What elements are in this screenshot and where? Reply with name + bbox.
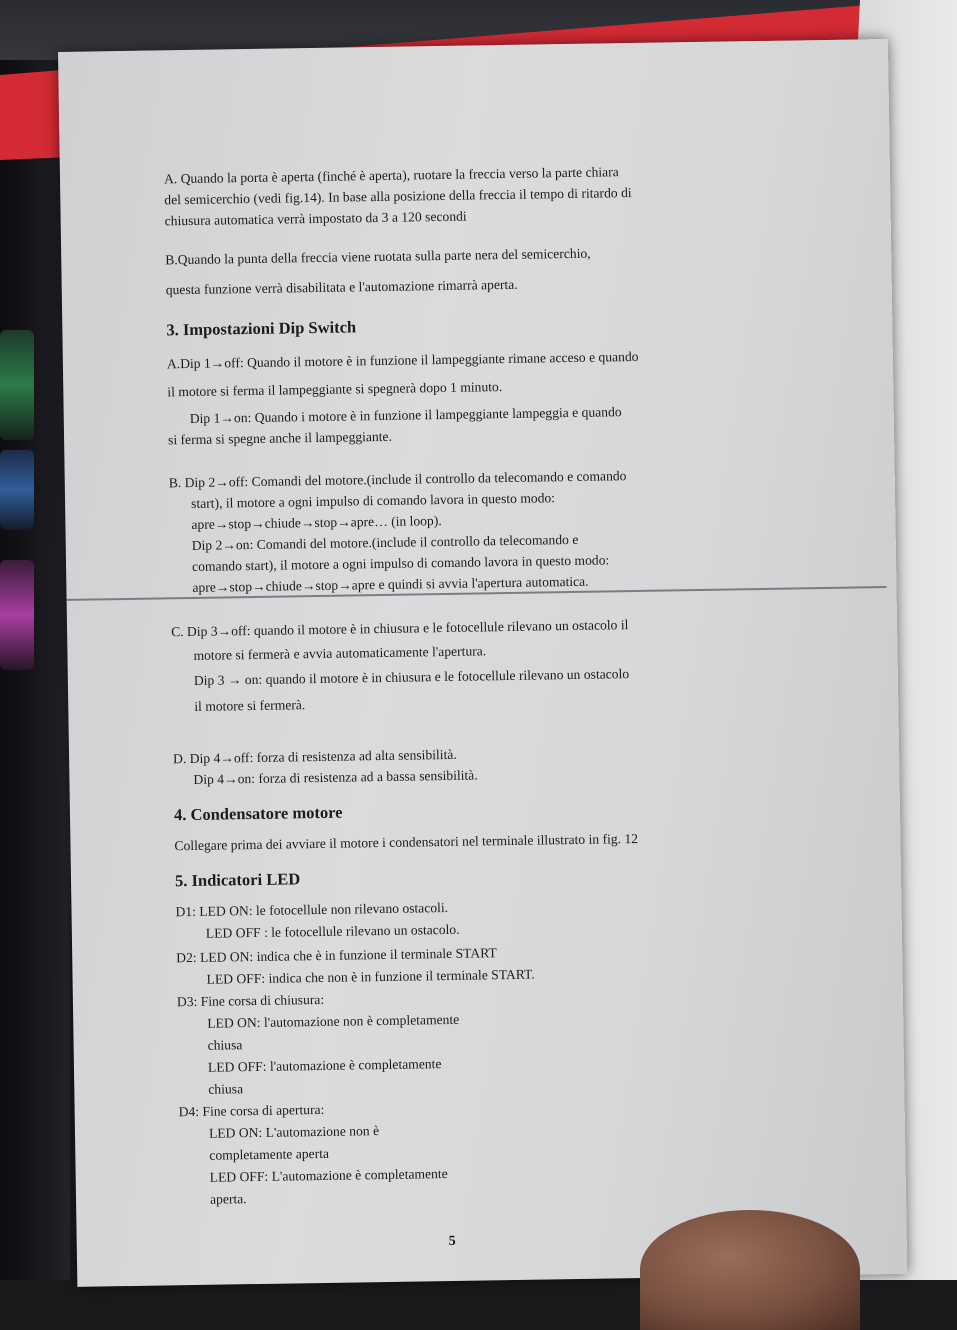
keyboard-glow-pink	[0, 560, 34, 670]
d4-off-2: aperta.	[209, 1191, 247, 1207]
d2-off: LED OFF: indica che non è in funzione il terminale START.	[206, 966, 535, 987]
dip1-on-line2: si ferma si spegne anche il lampeggiante.	[167, 428, 393, 448]
dip3-off-line2: motore si fermerà e avvia automaticamente l'apertura.	[193, 643, 487, 663]
para-a-line1: A. Quando la porta è aperta (finché è aperta), ruotare la freccia verso la parte chiara	[163, 164, 619, 187]
dip2-off-line2: start), il motore a ogni impulso di comando lavora in questo modo:	[190, 490, 556, 511]
d1-off: LED OFF : le fotocellule rilevano un ostacolo.	[205, 921, 460, 941]
d3-title: D3: Fine corsa di chiusura:	[176, 991, 325, 1010]
d2-on: D2: LED ON: indica che è in funzione il terminale START	[176, 945, 497, 966]
document-page	[58, 39, 907, 1287]
dip3-on-line1: Dip 3 → on: quando il motore è in chiusura e le fotocellule rilevano un ostacolo	[193, 666, 630, 688]
para-a	[164, 159, 785, 232]
para-b-line1: B.Quando la punta della freccia viene ruotata sulla parte nera del semicerchio,	[165, 245, 591, 268]
dip2-on-line1: Dip 2→on: Comandi del motore.(include il controllo da telecomando e	[191, 531, 579, 553]
dip1-off-line1: A.Dip 1→off: Quando il motore è in funzione il lampeggiante rimane acceso e quando	[166, 348, 639, 372]
d4-title: D4: Fine corsa di apertura:	[178, 1101, 325, 1120]
dip1-off	[167, 341, 788, 407]
page-number: 5	[448, 1233, 456, 1250]
para-b	[165, 236, 786, 306]
dip2-on-line3: apre→stop→chiude→stop→apre e quindi si avvia l'apertura automatica.	[192, 573, 589, 595]
finger	[640, 1210, 860, 1330]
d1-on: D1: LED ON: le fotocellule non rilevano ostacoli.	[175, 899, 449, 920]
dip2-off	[169, 463, 790, 536]
d3-on-2: chiusa	[207, 1037, 243, 1053]
dip1-on	[168, 399, 789, 451]
dip2-on-line2: comando start), il motore a ogni impulso di comando lavora in questo modo:	[191, 552, 610, 574]
page-content	[164, 159, 800, 1212]
dip2-on	[170, 526, 791, 599]
dip4-on: Dip 4→on: forza di resistenza ad a bassa sensibilità.	[193, 767, 478, 787]
dip1-off-line2: il motore si ferma il lampeggiante si spegnerà dopo 1 minuto.	[167, 379, 503, 400]
section3-title: 3. Impostazioni Dip Switch	[166, 317, 357, 340]
dip3-on-line2: il motore si fermerà.	[194, 697, 306, 714]
section5-title: 5. Indicatori LED	[174, 869, 301, 891]
d4-on-1: LED ON: L'automazione non è	[208, 1123, 380, 1141]
section4-text: Collegare prima dei avviare il motore i condensatori nel terminale illustrato in fig. 12	[174, 830, 639, 854]
d3-off-1: LED OFF: l'automazione è completamente	[207, 1056, 442, 1075]
d3-on-1: LED ON: l'automazione non è completamente	[207, 1011, 460, 1031]
para-b-line2: questa funzione verrà disabilitata e l'automazione rimarrà aperta.	[165, 276, 518, 298]
dip4-off: D. Dip 4→off: forza di resistenza ad alta sensibilità.	[172, 746, 457, 767]
dip3-on	[172, 659, 793, 721]
d3-off-2: chiusa	[208, 1081, 244, 1097]
d4-on-2: completamente aperta	[209, 1145, 330, 1163]
para-a-line3: chiusura automatica verrà impostato da 3 a 120 secondi	[164, 208, 467, 229]
dip2-off-line3: apre→stop→chiude→stop→apre… (in loop).	[191, 513, 442, 532]
dip2-off-line1: B. Dip 2→off: Comandi del motore.(include il controllo da telecomando e comando	[168, 468, 627, 491]
dip4	[173, 739, 794, 791]
led-indicators	[175, 892, 800, 1212]
section4-title: 4. Condensatore motore	[173, 802, 343, 825]
dip3-off-line1: C. Dip 3→off: quando il motore è in chiusura e le fotocellule rilevano un ostacolo il	[171, 617, 629, 640]
d4-off-1: LED OFF: L'automazione è completamente	[209, 1166, 448, 1185]
keyboard-glow-green	[0, 330, 34, 440]
dip1-on-line1: Dip 1→on: Quando i motore è in funzione il lampeggiante lampeggia e quando	[189, 404, 622, 426]
keyboard-background	[0, 60, 70, 1280]
keyboard-glow-blue	[0, 450, 34, 530]
para-a-line2: del semicerchio (vedi fig.14). In base alla posizione della freccia il tempo di ritardo di	[164, 185, 632, 208]
